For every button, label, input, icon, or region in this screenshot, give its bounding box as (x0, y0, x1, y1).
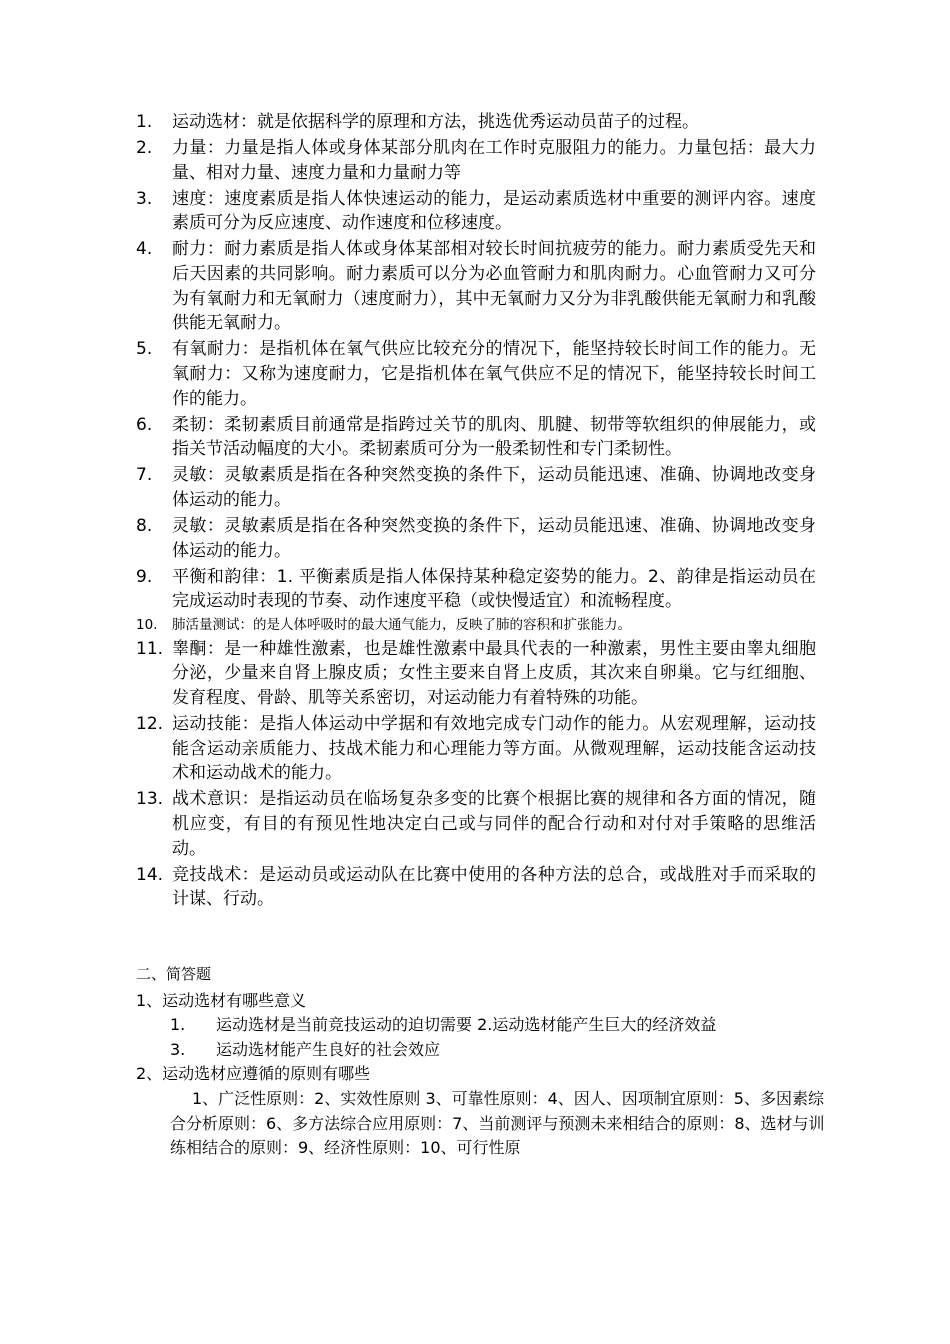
question-1: 1、运动选材有哪些意义 (136, 990, 307, 1010)
item-number: 2. (136, 138, 153, 159)
question-2: 2、运动选材应遵循的原则有哪些 (136, 1064, 371, 1084)
list-item (136, 237, 816, 335)
list-item (136, 565, 816, 614)
item-text: 睾酮：是一种雄性激素，也是雄性激素中最具代表的一种激素，男性主要由睾丸细胞分泌，少量来自肾上腺皮质；女性主要来自肾上皮质，其次来自卵巢。它与红细胞、发育程度、骨龄、肌等关系密切，对运动能力有着特殊的功能。 (172, 638, 816, 709)
item-number: 6. (136, 414, 153, 435)
item-number: 14. (136, 864, 164, 885)
answer-number: 3. (170, 1039, 186, 1059)
list-item (136, 413, 816, 462)
item-text: 耐力：耐力素质是指人体或身体某部相对较长时间抗疲劳的能力。耐力素质受先天和后天因素的共同影响。耐力素质可以分为必血管耐力和肌肉耐力。心血管耐力又可分为有氧耐力和无氧耐力（速度耐力），其中无氧耐力又分为非乳酸供能无氧耐力和乳酸供能无氧耐力。 (172, 239, 816, 334)
answer-line (136, 1013, 826, 1038)
item-number: 3. (136, 188, 153, 209)
answer-text: 运动选材能产生良好的社会效应 (216, 1039, 441, 1059)
list-item (136, 187, 816, 236)
item-number: 12. (136, 714, 164, 735)
list-item (136, 712, 816, 786)
answer-number: 1. (170, 1015, 186, 1035)
short-answer-section (136, 962, 826, 1161)
item-number: 9. (136, 566, 153, 587)
item-text: 速度：速度素质是指人体快速运动的能力，是运动素质选材中重要的测评内容。速度素质可分为反应速度、动作速度和位移速度。 (172, 188, 816, 234)
item-text: 力量：力量是指人体或身体某部分肌肉在工作时克服阻力的能力。力量包括：最大力量、相对力量、速度力量和力量耐力等 (172, 138, 816, 183)
item-number: 4. (136, 239, 153, 260)
item-text: 运动选材：就是依据科学的原理和方法，挑选优秀运动员苗子的过程。 (172, 112, 699, 132)
list-item (136, 337, 816, 411)
item-number: 5. (136, 339, 153, 360)
item-text: 肺活量测试：的是人体呼吸时的最大通气能力，反映了肺的容积和扩张能力。 (172, 616, 631, 633)
item-text: 柔韧：柔韧素质目前通常是指跨过关节的肌肉、肌腱、韧带等软组织的伸展能力，或指关节活动幅度的大小。柔韧素质可分为一般柔韧性和专门柔韧性。 (172, 414, 816, 460)
item-text: 战术意识：是指运动员在临场复杂多变的比赛个根据比赛的规律和各方面的情况，随机应变，有目的有预见性地决定白己或与同伴的配合行动和对付对手策略的思维活动。 (172, 789, 816, 859)
definition-list (136, 110, 816, 913)
item-number: 1. (136, 112, 153, 132)
list-item (136, 787, 816, 861)
item-number: 10. (136, 616, 158, 633)
list-item (136, 110, 816, 135)
list-item (136, 863, 816, 912)
item-number: 8. (136, 516, 153, 536)
item-text: 竞技战术：是运动员或运动队在比赛中使用的各种方法的总合，或战胜对手而采取的计谋、行动。 (172, 864, 816, 910)
section-title: 二、简答题 (136, 965, 212, 983)
item-number: 13. (136, 789, 164, 810)
answer-text: 运动选材是当前竞技运动的迫切需要 2.运动选材能产生巨大的经济效益 (216, 1015, 717, 1035)
answer-paragraph: 1、广泛性原则：2、实效性原则 3、可靠性原则：4、因人、因项制宜原则：5、多因素综合分析原则：6、多方法综合应用原则：7、当前测评与预测未来相结合的原则：8、选材与训练相结合的原则：9、经济性原则：10、可行性原 (170, 1088, 825, 1158)
list-item (136, 616, 816, 635)
list-item (136, 136, 816, 185)
item-text: 灵敏：灵敏素质是指在各种突然变换的条件下，运动员能迅速、准确、协调地改变身体运动的能力。 (172, 465, 816, 510)
list-item (136, 514, 816, 563)
answer-line (136, 1038, 826, 1063)
item-number: 7. (136, 465, 153, 486)
item-text: 灵敏：灵敏素质是指在各种突然变换的条件下，运动员能迅速、准确、协调地改变身体运动的能力。 (172, 516, 816, 561)
list-item (136, 463, 816, 512)
item-text: 有氧耐力：是指机体在氧气供应比较充分的情况下，能坚持较长时间工作的能力。无氧耐力：又称为速度耐力，它是指机体在氧气供应不足的情况下，能坚持较长时间工作的能力。 (172, 339, 816, 409)
item-text: 平衡和韵律：1. 平衡素质是指人体保持某种稳定姿势的能力。2、韵律是指运动员在完成运动时表现的节奏、动作速度平稳（或快慢适宜）和流畅程度。 (172, 566, 816, 612)
item-text: 运动技能：是指人体运动中学据和有效地完成专门动作的能力。从宏观理解，运动技能含运动亲质能力、技战术能力和心理能力等方面。从微观理解，运动技能含运动技术和运动战术的能力。 (172, 714, 816, 784)
item-number: 11. (136, 638, 164, 659)
list-item (136, 637, 816, 711)
